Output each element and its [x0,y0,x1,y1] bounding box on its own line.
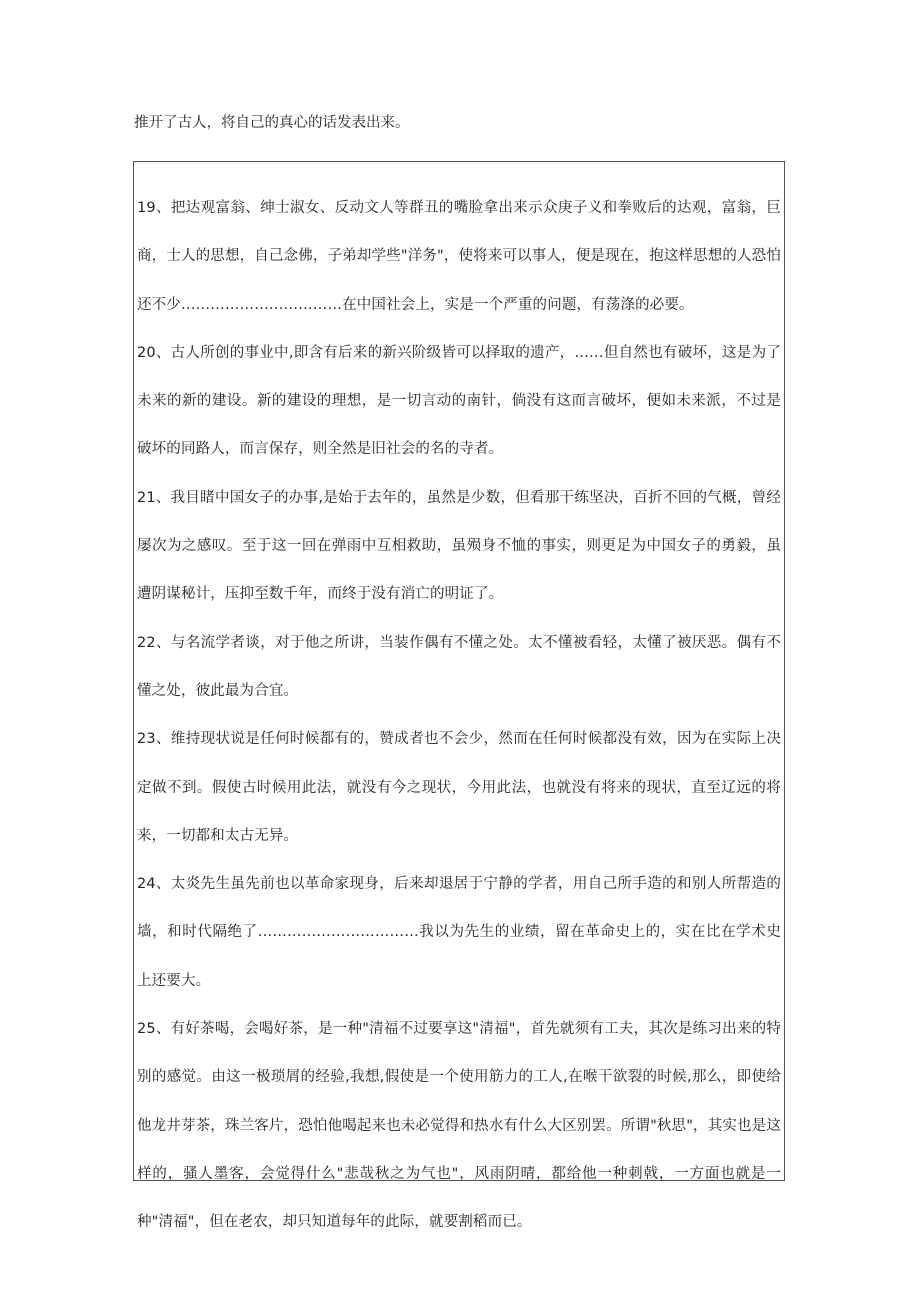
quotes-list [137,184,781,1247]
intro-line: 推开了古人，将自己的真心的话发表出来。 [134,115,410,131]
quote-19: 19、把达观富翁、绅士淑女、反动文人等群丑的嘴脸拿出来示众庚子义和拳败后的达观，富翁，巨商，士人的思想，自己念佛，子弟却学些"洋务"，使将来可以事人，便是现在，抱这样思想的人恐怕还不少……………………………在中国社会上，实是一个严重的问题，有荡涤的必要。 [137,200,781,313]
quote-24: 24、太炎先生虽先前也以革命家现身，后来却退居于宁静的学者，用自己所手造的和别人所帮造的墙，和时代隔绝了……………………………我以为先生的业绩，留在革命史上的，实在比在学术史上还要大。 [137,876,781,989]
quote-21: 21、我目睹中国女子的办事,是始于去年的，虽然是少数，但看那干练坚决，百折不回的气概，曾经屡次为之感叹。至于这一回在弹雨中互相救助，虽殒身不恤的事实，则更足为中国女子的勇毅，虽遭阴谋秘计，压抑至数千年，而终于没有消亡的明证了。 [137,489,781,603]
quote-20: 20、古人所创的事业中,即含有后来的新兴阶级皆可以择取的遗产，……但自然也有破坏，这是为了未来的新的建设。新的建设的理想，是一切言动的南针，倘没有这而言破坏，便如未来派，不过是破坏的同路人，而言保存，则全然是旧社会的名的寺者。 [137,344,781,458]
quote-23: 23、维持现状说是任何时候都有的，赞成者也不会少，然而在任何时候都没有效，因为在实际上决定做不到。假使古时候用此法，就没有今之现状，今用此法，也就没有将来的现状，直至辽远的将来，一切都和太古无异。 [137,731,781,844]
quote-22: 22、与名流学者谈，对于他之所讲，当装作偶有不懂之处。太不懂被看轻，太懂了被厌恶。偶有不懂之处，彼此最为合宜。 [137,634,781,699]
quotes-box [133,161,785,1231]
quote-25: 25、有好茶喝，会喝好茶，是一种"清福不过要享这"清福"，首先就须有工夫，其次是练习出来的特别的感觉。由这一极琐屑的经验,我想,假使是一个使用筋力的工人,在喉干欲裂的时候,那么，即使给他龙井芽茶，珠兰客片，恐怕他喝起来也未必觉得和热水有什么大区别罢。所谓"秋思"，其实也是这样的，骚人墨客，会觉得什么"悲哉秋之为气也"，风雨阴晴，都给他一种刺戟，一方面也就是一种"清福"，但在老农，却只知道每年的此际，就要割稻而已。 [137,1021,781,1231]
